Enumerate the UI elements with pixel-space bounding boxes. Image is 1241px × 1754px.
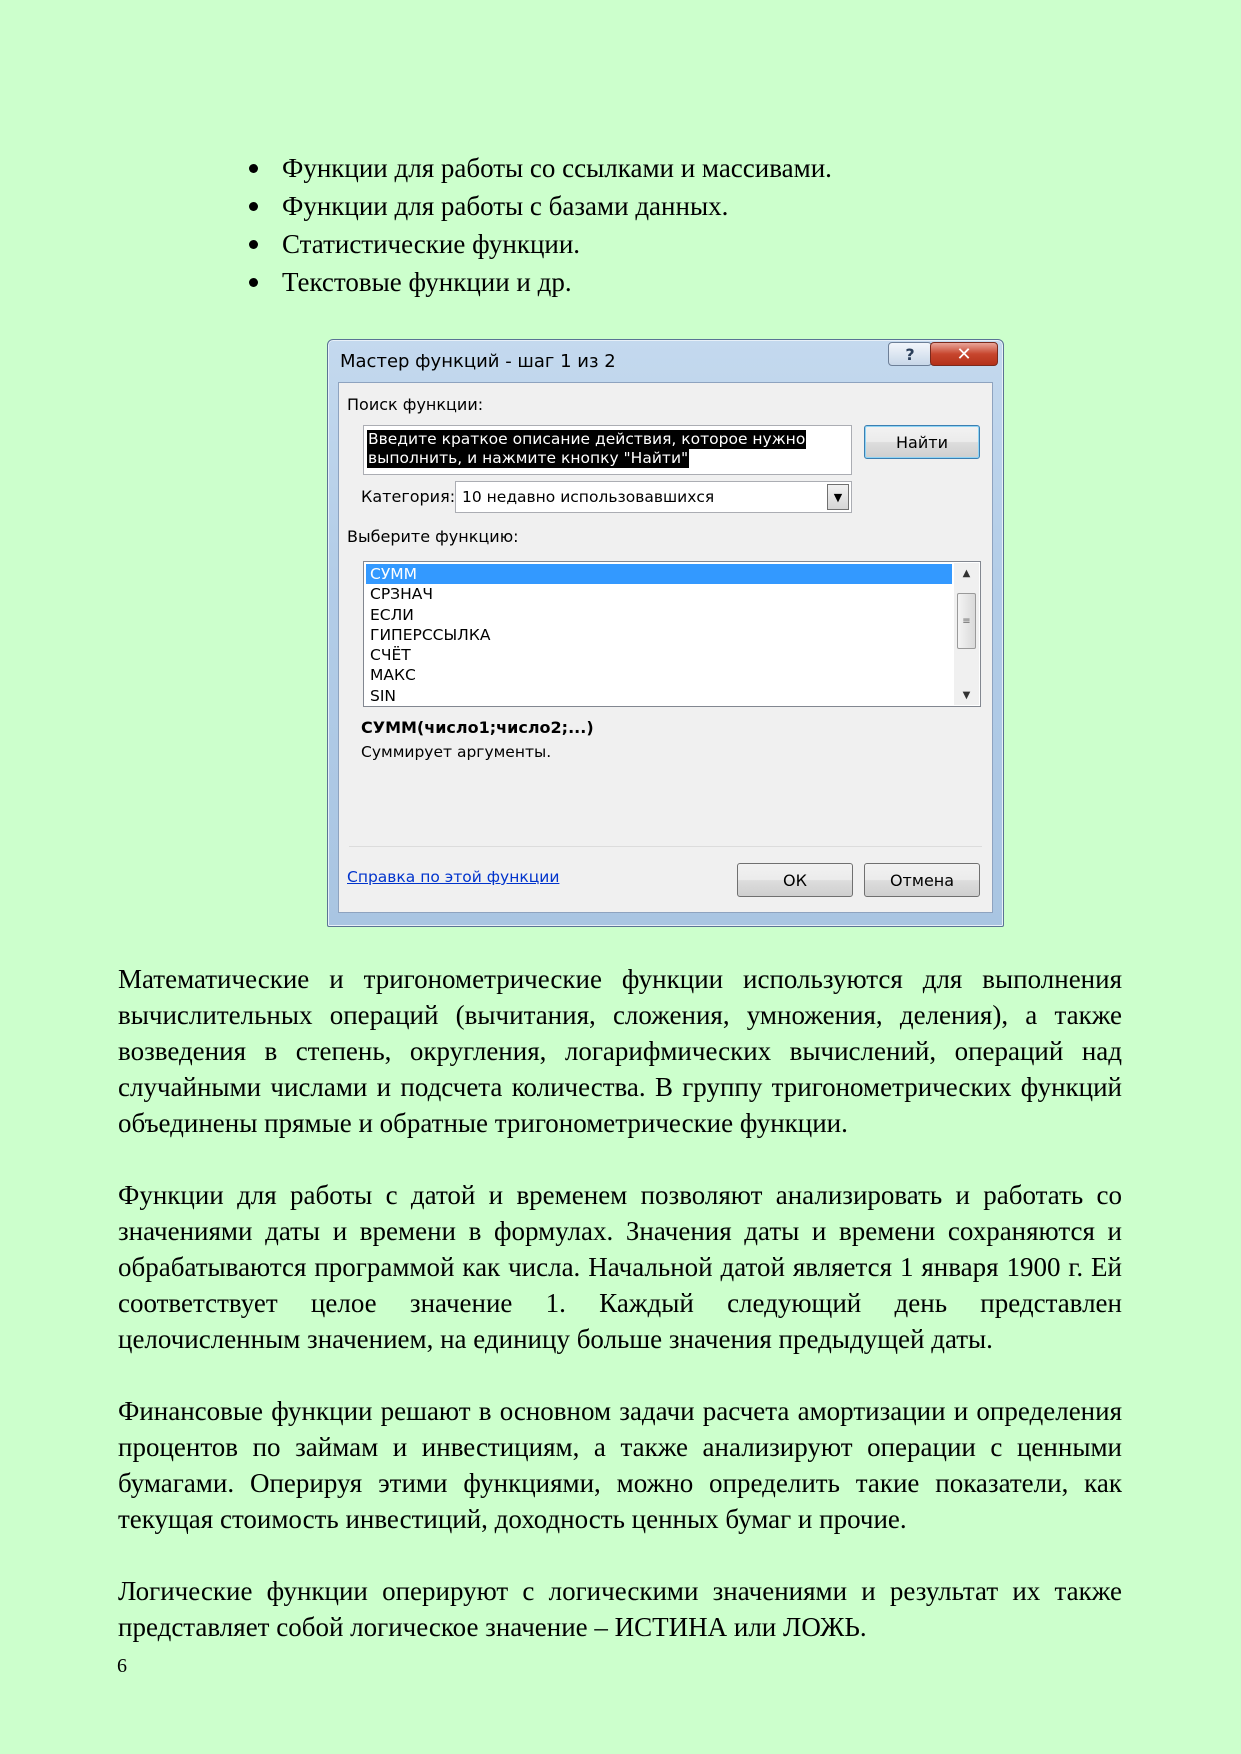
- function-wizard-dialog: [327, 339, 1004, 927]
- function-help-link[interactable]: Справка по этой функции: [347, 868, 560, 886]
- paragraph-datetime: Функции для работы с датой и временем позволяют анализировать и работать со значениями даты и времени в формулах. Значения даты и времени сохраняются и обрабатываются программой как числа. Начальной датой является 1 января 1900 г. Ей соответствует целое значение 1. Каждый следующий день представлен целочисленным значением, на единицу больше значения предыдущей даты.: [118, 1180, 1122, 1354]
- help-button[interactable]: [888, 342, 932, 366]
- search-label: Поиск функции:: [347, 395, 484, 414]
- category-select[interactable]: [455, 481, 852, 513]
- paragraph-financial: Финансовые функции решают в основном задачи расчета амортизации и определения процентов по займам и инвестициям, а также анализируют операции с ценными бумагами. Оперируя этими функциями, можно определить такие показатели, как текущая стоимость инвестиций, доходность ценных бумаг и прочие.: [118, 1396, 1122, 1534]
- list-item[interactable]: ГИПЕРССЫЛКА: [370, 625, 491, 644]
- help-icon: ?: [905, 344, 915, 364]
- scroll-down-icon[interactable]: ▼: [962, 689, 971, 701]
- bullet-item: Статистические функции.: [246, 225, 832, 263]
- search-input[interactable]: [363, 425, 852, 475]
- list-scrollbar[interactable]: [954, 563, 979, 705]
- search-text-line: выполнить, и нажмите кнопку "Найти": [368, 449, 689, 467]
- list-item[interactable]: SIN: [370, 686, 397, 705]
- ok-button[interactable]: ОК: [737, 863, 853, 897]
- dialog-body: [338, 382, 993, 913]
- function-list[interactable]: [363, 561, 981, 707]
- list-item[interactable]: СРЗНАЧ: [370, 585, 433, 604]
- page-number: 6: [117, 1655, 127, 1677]
- dialog-title: Мастер функций - шаг 1 из 2: [340, 351, 616, 372]
- bullet-item: Текстовые функции и др.: [246, 263, 832, 301]
- list-item[interactable]: ЕСЛИ: [370, 605, 414, 624]
- find-button[interactable]: Найти: [864, 425, 980, 459]
- dialog-titlebar[interactable]: [328, 340, 1003, 380]
- chevron-down-icon[interactable]: ▼: [827, 484, 849, 510]
- function-description: Суммирует аргументы.: [361, 743, 552, 761]
- paragraph-math: Математические и тригонометрические функции используются для выполнения вычислительных операций (вычитания, сложения, умножения, деления), а также возведения в степень, округления, логарифмических вычислений, операций над случайными числами и подсчета количества. В группу тригонометрических функций объединены прямые и обратные тригонометрические функции.: [118, 964, 1122, 1138]
- list-item[interactable]: МАКС: [370, 666, 416, 685]
- bullet-item: Функции для работы со ссылками и массивами.: [246, 149, 832, 187]
- divider: [349, 846, 982, 847]
- category-value: 10 недавно использовавшихся: [462, 488, 715, 506]
- choose-function-label: Выберите функцию:: [347, 527, 519, 546]
- function-signature: СУММ(число1;число2;...): [361, 718, 594, 737]
- close-icon: ✕: [956, 343, 972, 365]
- list-item[interactable]: СЧЁТ: [370, 646, 411, 665]
- paragraph-logical: Логические функции оперируют с логическими значениями и результат их также представляет собой логическое значение – ИСТИНА или ЛОЖЬ.: [118, 1576, 1122, 1642]
- search-text-line: Введите краткое описание действия, которое нужно: [368, 430, 806, 448]
- cancel-button[interactable]: Отмена: [864, 863, 980, 897]
- category-label: Категория:: [361, 487, 456, 506]
- bullet-list: [246, 149, 832, 301]
- close-button[interactable]: [930, 342, 998, 366]
- bullet-item: Функции для работы с базами данных.: [246, 187, 832, 225]
- scroll-up-icon[interactable]: ▲: [962, 567, 971, 579]
- list-item[interactable]: СУММ: [366, 564, 952, 584]
- scroll-thumb[interactable]: ≡: [957, 593, 976, 649]
